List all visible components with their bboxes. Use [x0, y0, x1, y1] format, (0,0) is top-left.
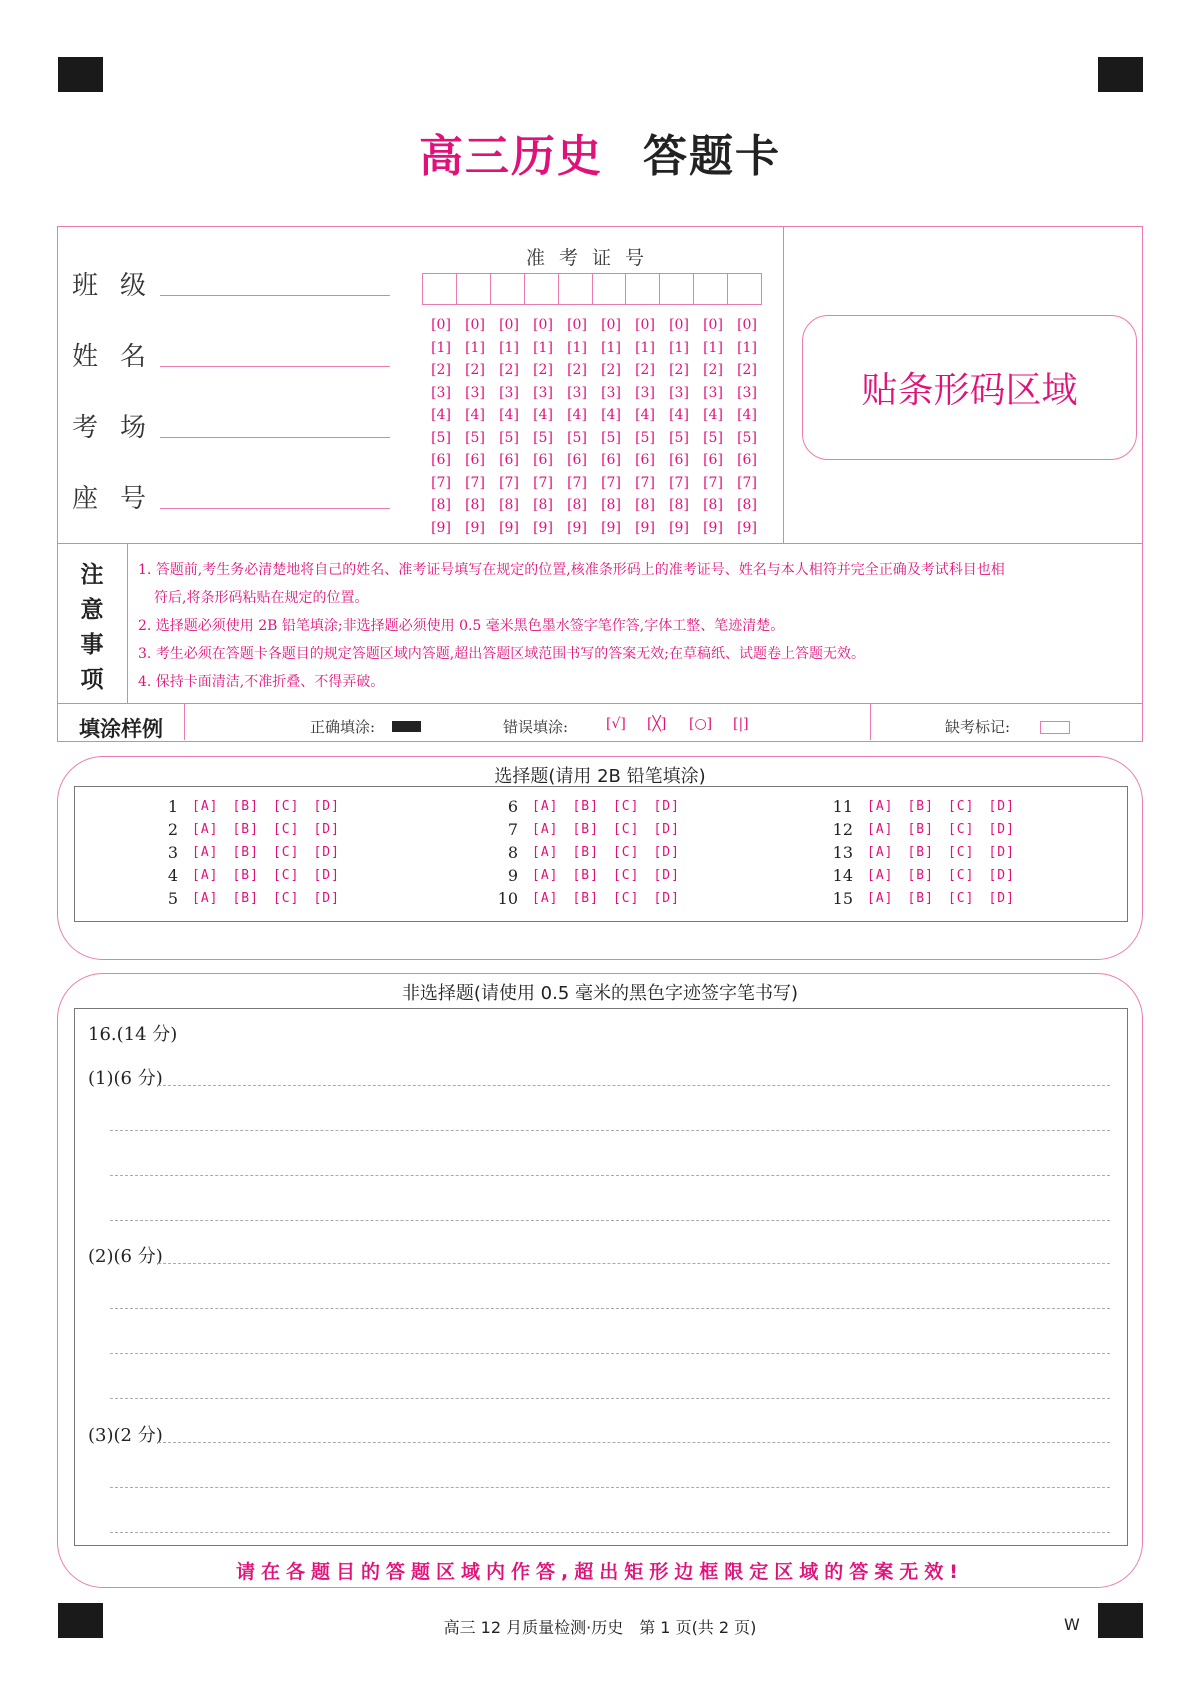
- sample-missing-label: 缺考标记:: [945, 718, 1011, 736]
- exam-id-digit-bubble[interactable]: [2]: [499, 362, 519, 379]
- exam-id-digit-bubble[interactable]: [2]: [703, 362, 723, 379]
- mc-question-number: 15: [832, 889, 853, 908]
- mc-option-bubble[interactable]: [C]: [272, 868, 300, 883]
- exam-id-digit-bubble[interactable]: [7]: [431, 474, 451, 491]
- exam-id-digit-row: [424, 494, 764, 517]
- exam-id-digit-bubble[interactable]: [3]: [601, 384, 621, 401]
- mc-option-bubble[interactable]: [A]: [867, 799, 894, 814]
- exam-id-digit-bubble[interactable]: [6]: [533, 452, 553, 469]
- title-subject: 高三历史: [419, 131, 603, 182]
- mc-option-bubble[interactable]: [D]: [313, 845, 340, 860]
- mc-option-bubble[interactable]: [D]: [988, 799, 1015, 814]
- mc-option-bubble[interactable]: [C]: [947, 891, 975, 906]
- exam-id-digit-bubble[interactable]: [6]: [601, 452, 621, 469]
- exam-id-digit-bubble[interactable]: [2]: [737, 362, 757, 379]
- exam-id-digit-bubble[interactable]: [6]: [669, 452, 689, 469]
- exam-id-digit-bubble[interactable]: [7]: [703, 474, 723, 491]
- exam-id-digit-bubble[interactable]: [3]: [431, 384, 451, 401]
- sample-wrong-mark: [|]: [733, 716, 749, 732]
- notice-item-continued: 符后,将条形码粘贴在规定的位置。: [154, 590, 369, 606]
- mc-question-number: 12: [832, 820, 853, 839]
- mc-question-row: [490, 818, 694, 841]
- barcode-area: 贴条形码区域: [802, 315, 1137, 460]
- mc-question-row: [825, 818, 1029, 841]
- exam-id-digit-bubble[interactable]: [7]: [465, 474, 485, 491]
- part-2-label: (2)(6 分): [88, 1246, 163, 1267]
- mc-option-bubble[interactable]: [B]: [572, 845, 599, 860]
- answer-line[interactable]: [110, 1308, 1110, 1309]
- exam-id-digit-bubble[interactable]: [0]: [431, 317, 451, 334]
- exam-id-cell[interactable]: [593, 274, 627, 304]
- exam-id-digit-bubble[interactable]: [7]: [669, 474, 689, 491]
- answer-line[interactable]: [110, 1353, 1110, 1354]
- exam-id-digit-bubble[interactable]: [2]: [431, 362, 451, 379]
- exam-id-digit-bubble[interactable]: [4]: [601, 407, 621, 424]
- mc-question-row: [825, 887, 1029, 910]
- exam-id-digit-row: [424, 382, 764, 405]
- exam-id-digit-bubble[interactable]: [8]: [533, 497, 553, 514]
- exam-id-bubble-grid[interactable]: [424, 314, 764, 539]
- answer-line[interactable]: [110, 1220, 1110, 1221]
- exam-id-digit-bubble[interactable]: [2]: [465, 362, 485, 379]
- mc-option-bubble[interactable]: [A]: [867, 845, 894, 860]
- mc-option-bubble[interactable]: [A]: [532, 891, 559, 906]
- mc-option-bubble[interactable]: [A]: [867, 822, 894, 837]
- exam-id-digit-bubble[interactable]: [9]: [431, 519, 451, 536]
- exam-id-digit-bubble[interactable]: [9]: [567, 519, 587, 536]
- exam-id-digit-bubble[interactable]: [8]: [465, 497, 485, 514]
- mc-question-number: 8: [507, 843, 518, 862]
- exam-id-digit-bubble[interactable]: [2]: [533, 362, 553, 379]
- mc-option-bubble[interactable]: [B]: [572, 891, 599, 906]
- mc-question-row: [150, 818, 354, 841]
- mc-question-group: [490, 795, 694, 910]
- missing-mark-box[interactable]: [1040, 721, 1070, 734]
- mc-question-number: 10: [497, 889, 518, 908]
- mc-option-bubble[interactable]: [C]: [947, 799, 975, 814]
- exam-id-digit-bubble[interactable]: [4]: [567, 407, 587, 424]
- exam-id-digit-bubble[interactable]: [4]: [533, 407, 553, 424]
- answer-line[interactable]: [110, 1487, 1110, 1488]
- exam-id-digit-bubble[interactable]: [1]: [669, 339, 689, 356]
- mc-option-bubble[interactable]: [B]: [572, 799, 599, 814]
- exam-id-digit-bubble[interactable]: [8]: [635, 497, 655, 514]
- info-bottom-line: [58, 543, 1142, 544]
- exam-id-digit-bubble[interactable]: [5]: [703, 429, 723, 446]
- answer-area-warning: 请在各题目的答题区域内作答,超出矩形边框限定区域的答案无效!: [236, 1561, 964, 1583]
- mc-option-bubble[interactable]: [A]: [192, 845, 219, 860]
- mc-option-bubble[interactable]: [A]: [192, 891, 219, 906]
- footer-code: W: [1064, 1615, 1080, 1634]
- exam-id-digit-bubble[interactable]: [0]: [601, 317, 621, 334]
- exam-id-digit-bubble[interactable]: [5]: [533, 429, 553, 446]
- mc-option-bubble[interactable]: [C]: [272, 845, 300, 860]
- exam-id-digit-bubble[interactable]: [1]: [567, 339, 587, 356]
- mc-question-row: [150, 887, 354, 910]
- exam-id-digit-row: [424, 359, 764, 382]
- exam-id-digit-bubble[interactable]: [6]: [465, 452, 485, 469]
- exam-id-digit-bubble[interactable]: [2]: [669, 362, 689, 379]
- mc-option-bubble[interactable]: [C]: [612, 891, 640, 906]
- exam-id-digit-bubble[interactable]: [2]: [635, 362, 655, 379]
- field-class-label: 班级: [72, 271, 169, 301]
- exam-id-digit-bubble[interactable]: [0]: [737, 317, 757, 334]
- answer-line[interactable]: [158, 1085, 1110, 1086]
- exam-id-digit-bubble[interactable]: [5]: [601, 429, 621, 446]
- exam-id-digit-bubble[interactable]: [3]: [669, 384, 689, 401]
- exam-id-digit-bubble[interactable]: [6]: [499, 452, 519, 469]
- mc-option-bubble[interactable]: [D]: [313, 891, 340, 906]
- sample-heading: 填涂样例: [79, 717, 163, 741]
- exam-id-cell[interactable]: [525, 274, 559, 304]
- mc-question-row: [490, 795, 694, 818]
- exam-id-digit-bubble[interactable]: [4]: [431, 407, 451, 424]
- mc-option-bubble[interactable]: [C]: [272, 799, 300, 814]
- exam-id-digit-row: [424, 314, 764, 337]
- answer-line[interactable]: [110, 1130, 1110, 1131]
- exam-id-digit-bubble[interactable]: [3]: [465, 384, 485, 401]
- mc-question-row: [825, 864, 1029, 887]
- title-card: 答题卡: [643, 131, 781, 182]
- sample-wrong-mark: [○]: [689, 716, 713, 732]
- mc-option-bubble[interactable]: [D]: [313, 822, 340, 837]
- mc-option-bubble[interactable]: [A]: [532, 822, 559, 837]
- question-16-label: 16.(14 分): [88, 1024, 178, 1045]
- exam-id-digit-bubble[interactable]: [9]: [703, 519, 723, 536]
- exam-id-cell[interactable]: [423, 274, 457, 304]
- notice-list: [138, 556, 1138, 696]
- exam-id-cell[interactable]: [728, 274, 761, 304]
- mc-option-bubble[interactable]: [A]: [192, 799, 219, 814]
- exam-id-digit-bubble[interactable]: [5]: [431, 429, 451, 446]
- exam-id-digit-bubble[interactable]: [0]: [567, 317, 587, 334]
- mc-option-bubble[interactable]: [D]: [988, 845, 1015, 860]
- mc-option-bubble[interactable]: [A]: [867, 891, 894, 906]
- exam-id-digit-row: [424, 472, 764, 495]
- exam-id-cell[interactable]: [626, 274, 660, 304]
- exam-id-digit-bubble[interactable]: [1]: [737, 339, 757, 356]
- mc-question-group: [825, 795, 1029, 910]
- field-seat-input[interactable]: [160, 508, 390, 509]
- answer-line[interactable]: [158, 1442, 1110, 1443]
- mc-question-row: [490, 887, 694, 910]
- mc-option-bubble[interactable]: [B]: [907, 891, 934, 906]
- sample-wrong-mark: [√]: [606, 716, 626, 732]
- sample-wrong-label: 错误填涂:: [503, 718, 569, 736]
- mc-option-bubble[interactable]: [A]: [192, 822, 219, 837]
- mc-option-bubble[interactable]: [B]: [232, 799, 259, 814]
- mc-option-bubble[interactable]: [B]: [232, 822, 259, 837]
- mc-question-row: [490, 841, 694, 864]
- mc-option-bubble[interactable]: [C]: [612, 799, 640, 814]
- exam-id-digit-bubble[interactable]: [1]: [635, 339, 655, 356]
- exam-id-digit-bubble[interactable]: [1]: [601, 339, 621, 356]
- sample-correct-mark: [392, 721, 421, 732]
- exam-id-digit-bubble[interactable]: [9]: [601, 519, 621, 536]
- mc-option-bubble[interactable]: [B]: [572, 822, 599, 837]
- mc-option-bubble[interactable]: [D]: [313, 799, 340, 814]
- exam-id-digit-bubble[interactable]: [3]: [703, 384, 723, 401]
- exam-id-digit-bubble[interactable]: [9]: [669, 519, 689, 536]
- page-footer: 高三 12 月质量检测·历史 第 1 页(共 2 页): [443, 1618, 757, 1637]
- info-divider: [783, 227, 784, 543]
- mc-question-row: [150, 864, 354, 887]
- exam-id-digit-bubble[interactable]: [8]: [669, 497, 689, 514]
- mc-option-bubble[interactable]: [D]: [653, 822, 680, 837]
- exam-id-digit-bubble[interactable]: [5]: [669, 429, 689, 446]
- mc-option-bubble[interactable]: [C]: [612, 868, 640, 883]
- mc-option-bubble[interactable]: [B]: [232, 845, 259, 860]
- mc-option-bubble[interactable]: [A]: [532, 845, 559, 860]
- exam-id-digit-bubble[interactable]: [1]: [703, 339, 723, 356]
- mc-option-bubble[interactable]: [C]: [272, 822, 300, 837]
- mc-question-number: 13: [832, 843, 853, 862]
- exam-id-digit-bubble[interactable]: [7]: [533, 474, 553, 491]
- exam-id-digit-bubble[interactable]: [6]: [635, 452, 655, 469]
- mc-question-number: 7: [507, 820, 518, 839]
- mc-question-number: 9: [507, 866, 518, 885]
- mc-question-number: 4: [167, 866, 178, 885]
- mc-option-bubble[interactable]: [D]: [313, 868, 340, 883]
- mc-option-bubble[interactable]: [C]: [272, 891, 300, 906]
- notice-heading: [58, 558, 126, 698]
- exam-id-digit-bubble[interactable]: [8]: [601, 497, 621, 514]
- notice-head-divider: [127, 544, 128, 703]
- exam-id-cell[interactable]: [660, 274, 694, 304]
- exam-id-digit-bubble[interactable]: [3]: [737, 384, 757, 401]
- field-seat-label: 座号: [72, 484, 169, 514]
- mc-option-bubble[interactable]: [B]: [232, 868, 259, 883]
- exam-id-digit-bubble[interactable]: [4]: [499, 407, 519, 424]
- mc-question-number: 2: [167, 820, 178, 839]
- mc-option-bubble[interactable]: [B]: [232, 891, 259, 906]
- exam-id-digit-bubble[interactable]: [8]: [703, 497, 723, 514]
- exam-id-digit-bubble[interactable]: [5]: [737, 429, 757, 446]
- exam-id-digit-bubble[interactable]: [7]: [635, 474, 655, 491]
- exam-id-digit-bubble[interactable]: [2]: [567, 362, 587, 379]
- exam-id-digit-bubble[interactable]: [4]: [465, 407, 485, 424]
- mc-question-row: [825, 841, 1029, 864]
- exam-id-digit-bubble[interactable]: [3]: [533, 384, 553, 401]
- mc-option-bubble[interactable]: [C]: [612, 845, 640, 860]
- answer-line[interactable]: [110, 1532, 1110, 1533]
- mc-option-bubble[interactable]: [C]: [947, 822, 975, 837]
- exam-id-digit-row: [424, 427, 764, 450]
- exam-id-digit-bubble[interactable]: [2]: [601, 362, 621, 379]
- sample-wrong-mark: [╳]: [647, 716, 667, 732]
- field-name-input[interactable]: [160, 366, 390, 367]
- exam-id-digit-bubble[interactable]: [1]: [499, 339, 519, 356]
- exam-id-digit-bubble[interactable]: [3]: [635, 384, 655, 401]
- mc-option-bubble[interactable]: [C]: [947, 845, 975, 860]
- mc-option-bubble[interactable]: [B]: [907, 822, 934, 837]
- mc-option-bubble[interactable]: [B]: [907, 868, 934, 883]
- exam-id-digit-bubble[interactable]: [8]: [499, 497, 519, 514]
- exam-id-cell[interactable]: [559, 274, 593, 304]
- mc-option-bubble[interactable]: [A]: [532, 868, 559, 883]
- mc-option-bubble[interactable]: [B]: [907, 845, 934, 860]
- free-title: 非选择题(请使用 0.5 毫米的黑色字迹签字笔书写): [401, 983, 799, 1004]
- exam-id-digit-bubble[interactable]: [8]: [567, 497, 587, 514]
- mc-question-row: [150, 795, 354, 818]
- exam-id-digit-bubble[interactable]: [1]: [533, 339, 553, 356]
- notice-heading-char: 项: [80, 667, 104, 693]
- mc-question-number: 1: [167, 797, 178, 816]
- notice-heading-char: 注: [80, 562, 104, 588]
- exam-id-digit-bubble[interactable]: [0]: [533, 317, 553, 334]
- mc-question-row: [490, 864, 694, 887]
- mc-question-number: 3: [167, 843, 178, 862]
- exam-id-cells[interactable]: [422, 273, 762, 305]
- exam-id-digit-bubble[interactable]: [9]: [737, 519, 757, 536]
- exam-id-digit-bubble[interactable]: [4]: [703, 407, 723, 424]
- sample-correct-label: 正确填涂:: [310, 718, 376, 736]
- exam-id-cell[interactable]: [491, 274, 525, 304]
- sample-head-divider: [184, 704, 185, 740]
- exam-id-digit-bubble[interactable]: [0]: [465, 317, 485, 334]
- mc-option-bubble[interactable]: [C]: [947, 868, 975, 883]
- mc-question-number: 6: [507, 797, 518, 816]
- exam-id-digit-bubble[interactable]: [9]: [465, 519, 485, 536]
- notice-item: 3. 考生必须在答题卡各题目的规定答题区域内答题,超出答题区域范围书写的答案无效;在草稿纸、试题卷上答题无效。: [138, 646, 865, 662]
- exam-id-digit-bubble[interactable]: [3]: [567, 384, 587, 401]
- exam-id-digit-row: [424, 337, 764, 360]
- exam-id-digit-bubble[interactable]: [0]: [499, 317, 519, 334]
- notice-item: 4. 保持卡面清洁,不准折叠、不得弄破。: [138, 674, 385, 690]
- notice-item: 2. 选择题必须使用 2B 铅笔填涂;非选择题必须使用 0.5 毫米黑色墨水签字笔作答,字体工整、笔迹清楚。: [138, 618, 785, 634]
- exam-id-digit-bubble[interactable]: [5]: [635, 429, 655, 446]
- answer-line[interactable]: [158, 1263, 1110, 1264]
- exam-id-digit-bubble[interactable]: [5]: [499, 429, 519, 446]
- answer-line[interactable]: [110, 1175, 1110, 1176]
- mc-option-bubble[interactable]: [B]: [572, 868, 599, 883]
- mc-option-bubble[interactable]: [D]: [988, 868, 1015, 883]
- notice-bottom-line: [58, 703, 1142, 704]
- mc-option-bubble[interactable]: [D]: [988, 822, 1015, 837]
- exam-id-digit-bubble[interactable]: [7]: [499, 474, 519, 491]
- exam-id-digit-row: [424, 449, 764, 472]
- registration-mark-top-right: [1098, 57, 1143, 92]
- exam-id-digit-row: [424, 404, 764, 427]
- exam-id-digit-bubble[interactable]: [6]: [431, 452, 451, 469]
- mc-option-bubble[interactable]: [A]: [532, 799, 559, 814]
- mc-question-number: 5: [167, 889, 178, 908]
- mc-option-bubble[interactable]: [B]: [907, 799, 934, 814]
- exam-id-digit-bubble[interactable]: [6]: [567, 452, 587, 469]
- mc-option-bubble[interactable]: [D]: [988, 891, 1015, 906]
- exam-id-digit-bubble[interactable]: [6]: [703, 452, 723, 469]
- mc-title: 选择题(请用 2B 铅笔填涂): [494, 766, 706, 787]
- mc-option-bubble[interactable]: [A]: [867, 868, 894, 883]
- exam-id-digit-bubble[interactable]: [0]: [635, 317, 655, 334]
- page-title: [0, 120, 1200, 184]
- exam-id-digit-bubble[interactable]: [4]: [635, 407, 655, 424]
- field-room-input[interactable]: [160, 437, 390, 438]
- exam-id-cell[interactable]: [694, 274, 728, 304]
- exam-id-digit-bubble[interactable]: [5]: [567, 429, 587, 446]
- exam-id-digit-bubble[interactable]: [8]: [737, 497, 757, 514]
- mc-question-row: [825, 795, 1029, 818]
- exam-id-digit-bubble[interactable]: [4]: [737, 407, 757, 424]
- mc-option-bubble[interactable]: [A]: [192, 868, 219, 883]
- exam-id-digit-bubble[interactable]: [9]: [499, 519, 519, 536]
- mc-question-number: 11: [832, 797, 853, 816]
- field-name-label: 姓名: [72, 342, 169, 372]
- exam-id-digit-bubble[interactable]: [0]: [703, 317, 723, 334]
- exam-id-digit-bubble[interactable]: [0]: [669, 317, 689, 334]
- mc-option-bubble[interactable]: [D]: [653, 891, 680, 906]
- notice-heading-char: 事: [80, 632, 104, 658]
- exam-id-cell[interactable]: [457, 274, 491, 304]
- exam-id-digit-bubble[interactable]: [6]: [737, 452, 757, 469]
- free-answer-box: [74, 1008, 1128, 1546]
- exam-id-digit-bubble[interactable]: [8]: [431, 497, 451, 514]
- exam-id-digit-bubble[interactable]: [4]: [669, 407, 689, 424]
- part-3-label: (3)(2 分): [88, 1425, 163, 1446]
- exam-id-digit-bubble[interactable]: [1]: [465, 339, 485, 356]
- exam-id-digit-bubble[interactable]: [7]: [567, 474, 587, 491]
- mc-question-row: [150, 841, 354, 864]
- mc-option-bubble[interactable]: [D]: [653, 845, 680, 860]
- mc-question-group: [150, 795, 354, 910]
- mc-option-bubble[interactable]: [C]: [612, 822, 640, 837]
- exam-id-digit-bubble[interactable]: [9]: [533, 519, 553, 536]
- mc-option-bubble[interactable]: [D]: [653, 799, 680, 814]
- notice-item: 1. 答题前,考生务必清楚地将自己的姓名、准考证号填写在规定的位置,核准条形码上的准考证号、姓名与本人相符并完全正确及考试科目也相: [138, 562, 1005, 578]
- registration-mark-top-left: [58, 57, 103, 92]
- exam-id-digit-bubble[interactable]: [7]: [737, 474, 757, 491]
- sample-missing-divider: [870, 704, 871, 740]
- exam-id-label: 准考证号: [525, 247, 658, 269]
- exam-id-digit-bubble[interactable]: [5]: [465, 429, 485, 446]
- exam-id-digit-bubble[interactable]: [7]: [601, 474, 621, 491]
- part-1-label: (1)(6 分): [88, 1068, 163, 1089]
- field-class-input[interactable]: [160, 295, 390, 296]
- exam-id-digit-bubble[interactable]: [9]: [635, 519, 655, 536]
- field-room-label: 考场: [72, 413, 169, 443]
- mc-question-number: 14: [832, 866, 853, 885]
- answer-line[interactable]: [110, 1398, 1110, 1399]
- exam-id-digit-bubble[interactable]: [1]: [431, 339, 451, 356]
- notice-heading-char: 意: [80, 597, 104, 623]
- exam-id-digit-bubble[interactable]: [3]: [499, 384, 519, 401]
- mc-option-bubble[interactable]: [D]: [653, 868, 680, 883]
- exam-id-digit-row: [424, 517, 764, 540]
